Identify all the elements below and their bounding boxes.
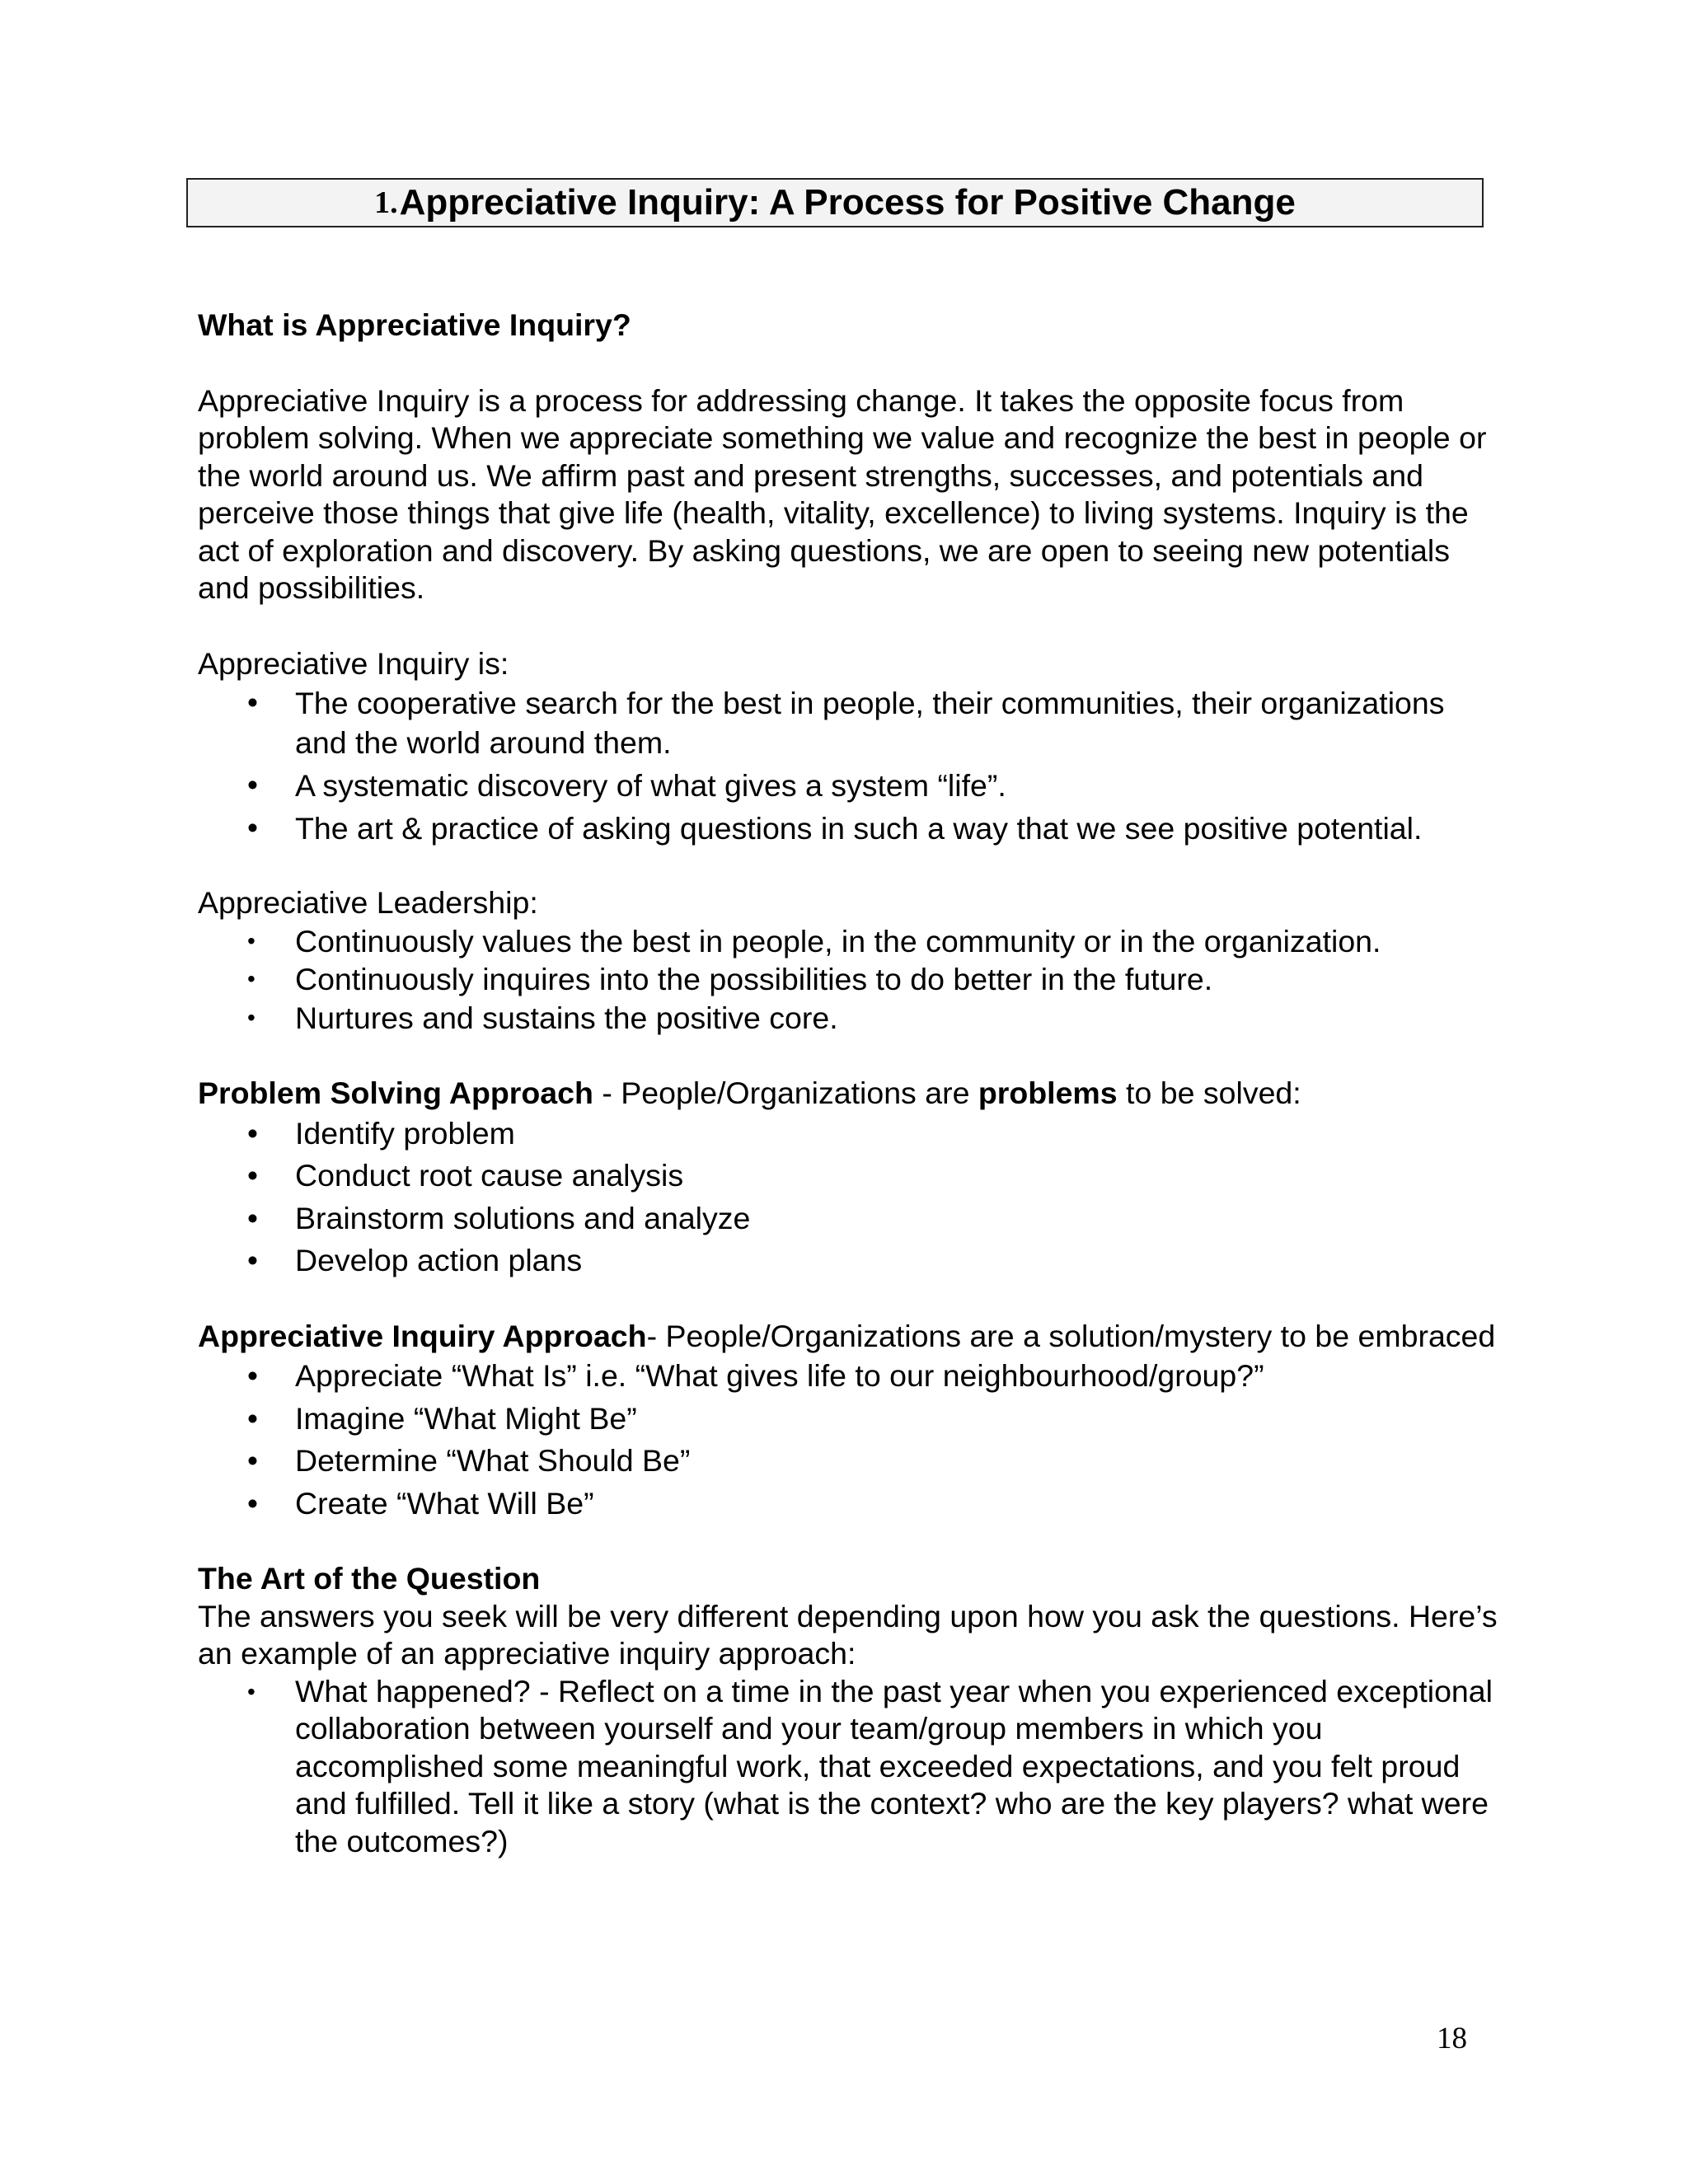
- list-item: • What happened? - Reflect on a time in the past year when you experienced exceptional collaboration between yourself and your team/group members in which you accomplished some meaningful work, that exceeded expectations, and you felt proud and fulfilled. Tell it like a story (what is the context? who are the key players? what were the outcomes?): [247, 1673, 1493, 1858]
- section-heading-what-is-ai: What is Appreciative Inquiry?: [198, 307, 631, 342]
- ai-approach-list: [198, 1357, 1500, 1522]
- chapter-title-box: [186, 178, 1484, 227]
- list-item: • Develop action plans: [198, 1242, 1500, 1280]
- list-item: • Determine “What Should Be”: [198, 1442, 1500, 1480]
- list-item: • Continuously inquires into the possibilities to do better in the future.: [198, 960, 1500, 999]
- bullet-icon: •: [247, 966, 256, 991]
- bullet-icon: •: [247, 686, 258, 719]
- bullet-icon: •: [247, 1486, 258, 1521]
- ai-is-list: [198, 683, 1500, 848]
- chapter-title: Appreciative Inquiry: A Process for Positive Change: [399, 182, 1296, 223]
- list-item: • Brainstorm solutions and analyze: [198, 1200, 1500, 1238]
- bullet-icon: •: [247, 768, 258, 802]
- leadership-list: [198, 922, 1500, 1038]
- problem-solving-heading: Problem Solving Approach: [198, 1076, 593, 1110]
- page-number: 18: [1437, 2022, 1467, 2055]
- body-content: [198, 307, 1500, 1860]
- list-item: • Continuously values the best in people, in the community or in the organization.: [198, 922, 1500, 961]
- list-item: • Create “What Will Be”: [198, 1485, 1500, 1523]
- art-question-heading: The Art of the Question: [198, 1561, 541, 1596]
- bullet-icon: •: [247, 1004, 256, 1030]
- list-item: • The art & practice of asking questions in such a way that we see positive potential.: [198, 808, 1500, 848]
- art-question-list: [198, 1673, 1500, 1861]
- intro-paragraph: Appreciative Inquiry is a process for addressing change. It takes the opposite focus from problem solving. When we appreciate something we value and recognize the best in people or the world around us. We affirm past and present strengths, successes, and potentials and perceive those things that give life (health, vitality, excellence) to living systems. Inquiry is the act of exploration and discovery. By asking questions, we are open to seeing new potentials and possibilities.: [198, 382, 1487, 605]
- bullet-icon: •: [247, 1359, 258, 1393]
- list-item: • Imagine “What Might Be”: [198, 1400, 1500, 1438]
- bullet-icon: •: [247, 1401, 258, 1436]
- bullet-icon: •: [247, 1678, 256, 1704]
- list-item: • Nurtures and sustains the positive core.: [198, 999, 1500, 1038]
- list-item: • Identify problem: [198, 1115, 1500, 1153]
- ai-approach-line: Appreciative Inquiry Approach- People/Organizations are a solution/mystery to be embraced: [198, 1318, 1496, 1353]
- list-item: • The cooperative search for the best in people, their communities, their organizations and the world around them.: [198, 683, 1500, 762]
- ai-is-intro: Appreciative Inquiry is:: [198, 645, 509, 681]
- art-question-paragraph: The answers you seek will be very different depending upon how you ask the questions. Here’s an example of an appreciative inquiry approach:: [198, 1598, 1498, 1671]
- problem-solving-line: Problem Solving Approach - People/Organizations are problems to be solved:: [198, 1076, 1301, 1110]
- bullet-icon: •: [247, 1244, 258, 1277]
- chapter-number: 1.: [374, 185, 398, 220]
- list-item: • Appreciate “What Is” i.e. “What gives life to our neighbourhood/group?”: [198, 1357, 1500, 1395]
- bullet-icon: •: [247, 927, 256, 954]
- leadership-intro: Appreciative Leadership:: [198, 885, 538, 920]
- bullet-icon: •: [247, 1201, 258, 1235]
- bullet-icon: •: [247, 811, 258, 845]
- bullet-icon: •: [247, 1116, 258, 1151]
- list-item: • A systematic discovery of what gives a system “life”.: [198, 766, 1500, 805]
- list-item: • Conduct root cause analysis: [198, 1157, 1500, 1195]
- bullet-icon: •: [247, 1444, 258, 1478]
- problem-solving-list: [198, 1115, 1500, 1280]
- ai-approach-heading: Appreciative Inquiry Approach: [198, 1318, 647, 1353]
- bullet-icon: •: [247, 1159, 258, 1193]
